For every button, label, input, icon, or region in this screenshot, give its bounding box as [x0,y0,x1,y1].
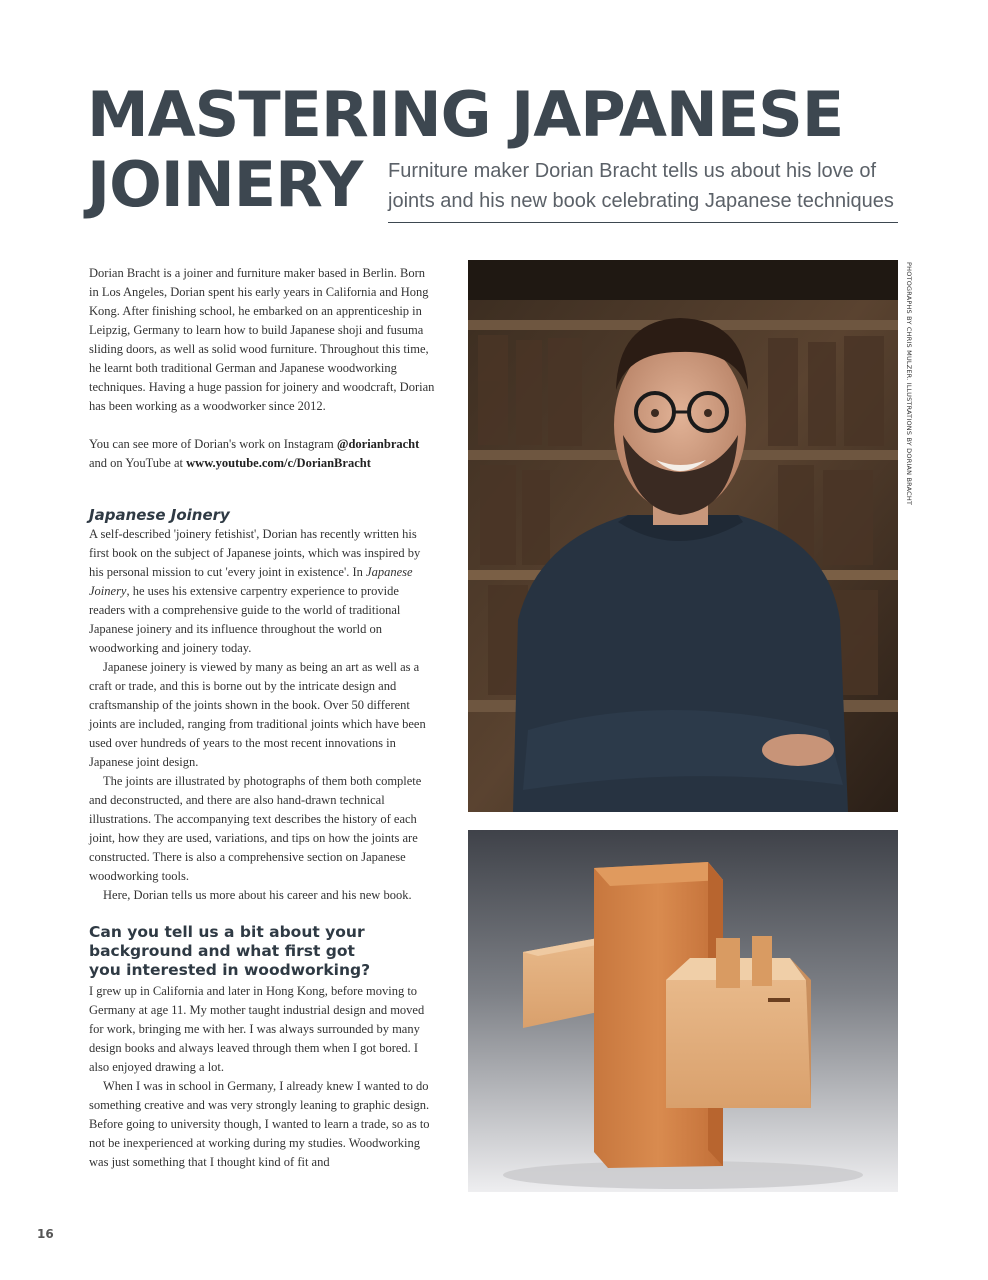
intro-bio: Dorian Bracht is a joiner and furniture maker based in Berlin. Born in Los Angeles, Dorian spent his early years in California and Hong Kong. After finishing school, he embarked on an apprenticeship in Leipzig, Germany to learn how to build Japanese shoji and fusuma sliding doors, as well as solid wood furniture. Throughout this time, he learnt both traditional German and Japanese woodworking techniques. Having a huge passion for joinery and woodcraft, Dorian has been working as a woodworker since 2012. [89,266,435,413]
section1-paragraph-4: Here, Dorian tells us more about his career and his new book. [103,888,412,902]
portrait-photo [468,260,898,812]
article-body [89,264,435,1172]
book-title: Japanese Joinery [89,565,413,598]
article-title-line-2: JOINERY [87,148,363,221]
photo-credit: PHOTOGRAPHS BY CHRIS MULZER. ILLUSTRATIONS BY DORIAN BRACHT [905,262,913,506]
page-number: 16 [37,1227,54,1241]
section1-paragraph-2: Japanese joinery is viewed by many as being an art as well as a craft or trade, and this is borne out by the intricate design and craftsmanship of the joints shown in the book. Over 50 different joints are included, ranging from traditional joints which have been used over hundreds of years to the most recent innovations in Japanese joint design. [89,660,426,769]
answer-paragraph-2: When I was in school in Germany, I already knew I wanted to do something creative and was very strongly leaning to graphic design. Before going to university though, I wanted to learn a trade, so as to not be inexperienced at working during my studies. Woodworking was just something that I thought kind of fit and [89,1079,430,1169]
standfirst: Furniture maker Dorian Bracht tells us about his love of joints and his new book celebrating Japanese techniques [388,156,898,223]
instagram-handle[interactable]: @dorianbracht [336,437,420,451]
wooden-joint-photo [468,830,898,1192]
youtube-link[interactable]: www.youtube.com/c/DorianBracht [186,456,371,470]
section1-paragraph-3: The joints are illustrated by photographs of them both complete and deconstructed, and there are also hand-drawn technical illustrations. The accompanying text describes the history of each joint, how they are used, variations, and tips on how the joints are constructed. There is also a comprehensive section on Japanese woodworking tools. [89,774,422,883]
interview-question: Can you tell us a bit about your background and what first got you interested in woodworking? [89,923,371,979]
article-title-line-1: MASTERING JAPANESE [87,78,844,151]
section1-paragraph-1: A self-described 'joinery fetishist', Dorian has recently written his first book on the subject of Japanese joints, which was inspired by his personal mission to cut 'every joint in existence'. In Japanese Joinery, he uses his extensive carpentry experience to provide readers with a comprehensive guide to the world of traditional Japanese joinery and its influence throughout the world on woodworking and joinery today. [89,527,421,655]
answer-paragraph-1: I grew up in California and later in Hong Kong, before moving to Germany at age 11. My mother taught industrial design and moved for work, bringing me with her. I was always surrounded by many design books and always leaved through them when I got bored. I also enjoyed drawing a lot. [89,984,425,1074]
section-heading-japanese-joinery: Japanese Joinery [89,506,230,524]
intro-social: You can see more of Dorian's work on Instagram @dorianbracht and on YouTube at www.youtube.com/c/DorianBracht [89,437,420,470]
